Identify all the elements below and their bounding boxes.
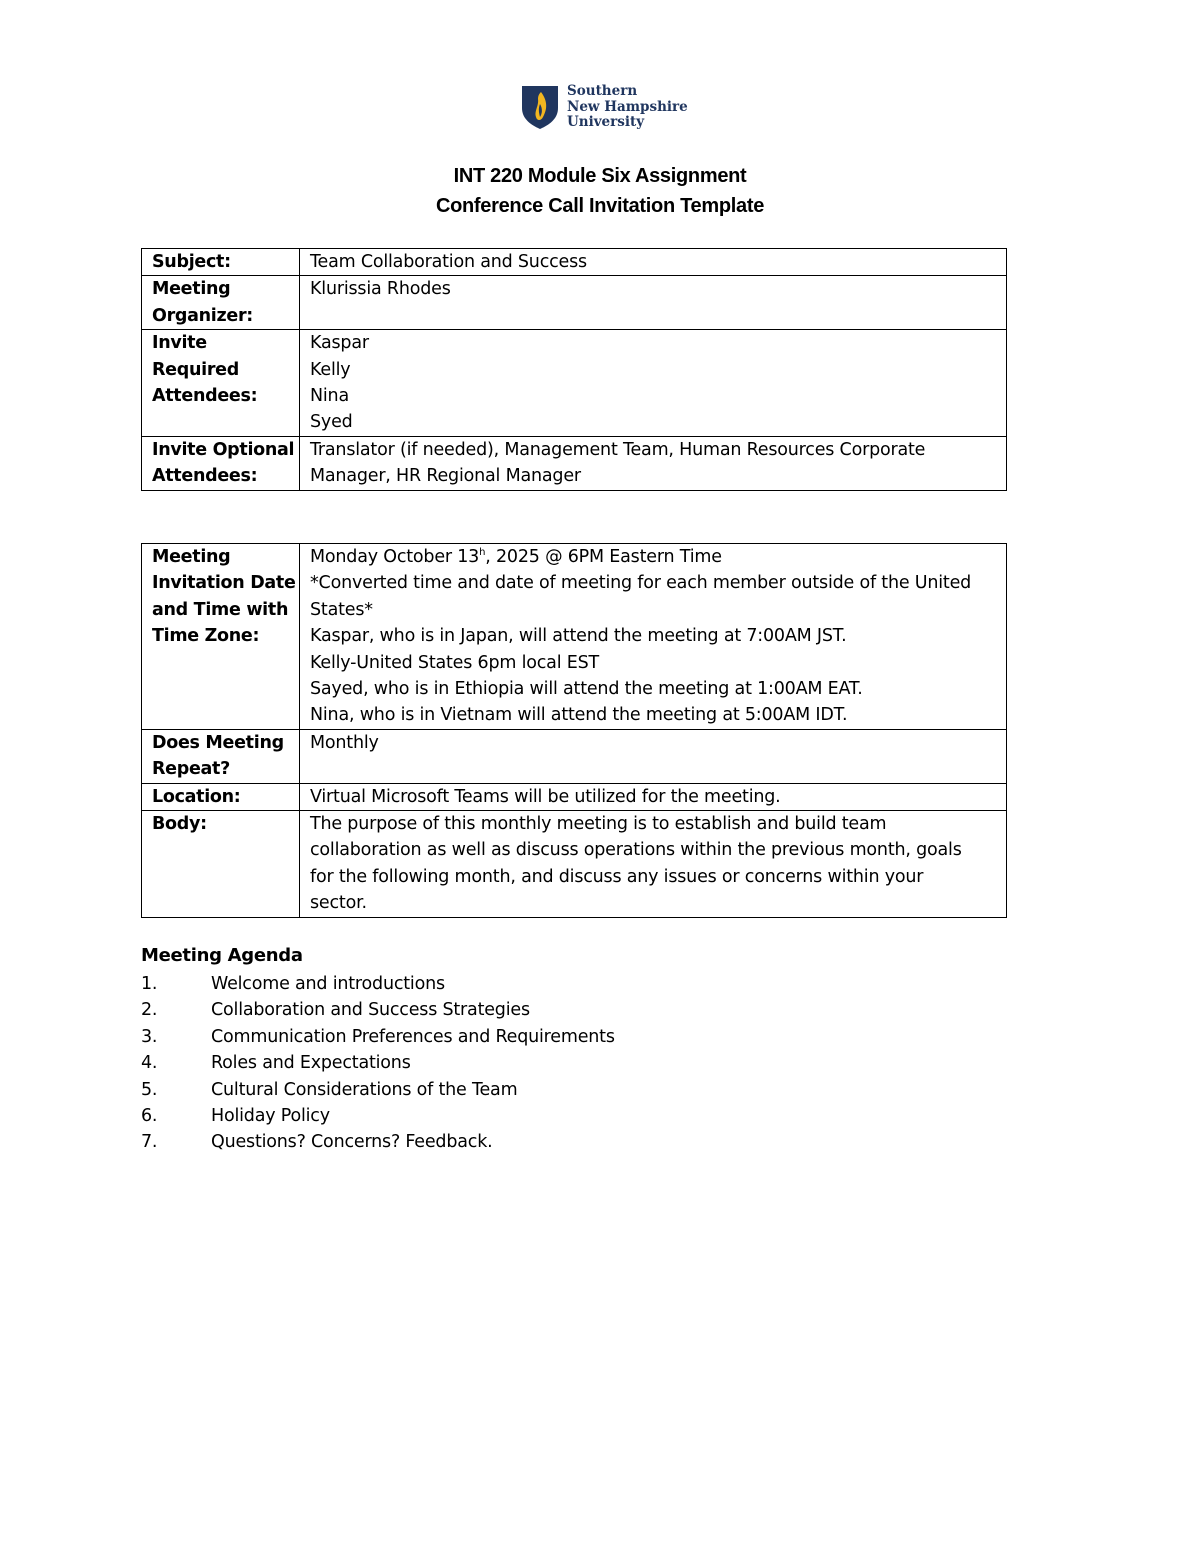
meeting-details-table bbox=[141, 543, 1007, 918]
list-item bbox=[141, 1050, 615, 1076]
repeat-label-line: Does Meeting bbox=[152, 732, 284, 753]
page-subtitle: Conference Call Invitation Template bbox=[435, 195, 765, 217]
datetime-label-line: and Time with bbox=[152, 599, 289, 620]
organizer-value: Klurissia Rhodes bbox=[300, 276, 1007, 330]
required-attendees-label bbox=[142, 330, 300, 437]
list-item-text: Cultural Considerations of the Team bbox=[211, 1079, 518, 1100]
table-row-organizer bbox=[142, 276, 1007, 330]
list-item-number: 1. bbox=[141, 974, 158, 994]
list-item-number: 5. bbox=[141, 1079, 158, 1100]
attendee-name: Kaspar bbox=[310, 333, 369, 354]
list-item bbox=[141, 1077, 615, 1103]
datetime-value bbox=[300, 544, 1007, 730]
optional-label-line: Attendees: bbox=[152, 466, 258, 487]
datetime-label bbox=[142, 544, 300, 730]
optional-value-line: Manager, HR Regional Manager bbox=[310, 466, 581, 487]
datetime-main-sup: h bbox=[479, 547, 486, 559]
datetime-line: Kelly-United States 6pm local EST bbox=[310, 652, 599, 673]
body-line: for the following month, and discuss any issues or concerns within your bbox=[310, 866, 924, 887]
datetime-line: Sayed, who is in Ethiopia will attend the meeting at 1:00AM EAT. bbox=[310, 679, 863, 700]
table-row-body bbox=[142, 811, 1007, 918]
table-row-subject bbox=[142, 249, 1007, 276]
location-value: Virtual Microsoft Teams will be utilized for the meeting. bbox=[300, 783, 1007, 810]
required-label-line: Required bbox=[152, 359, 239, 380]
table-row-optional-attendees bbox=[142, 436, 1007, 490]
page-title: INT 220 Module Six Assignment bbox=[453, 165, 747, 187]
list-item-number: 6. bbox=[141, 1106, 158, 1127]
location-label: Location: bbox=[142, 783, 300, 810]
datetime-line: *Converted time and date of meeting for each member outside of the United bbox=[310, 573, 972, 594]
body-line: The purpose of this monthly meeting is to establish and build team bbox=[310, 814, 887, 835]
list-item bbox=[141, 971, 615, 997]
logo-line-2: New Hampshire bbox=[567, 98, 688, 115]
subject-value: Team Collaboration and Success bbox=[300, 249, 1007, 276]
list-item-number: 4. bbox=[141, 1053, 158, 1074]
datetime-label-line: Time Zone: bbox=[152, 626, 260, 647]
attendee-name: Kelly bbox=[310, 359, 351, 380]
attendee-name: Syed bbox=[310, 412, 353, 433]
list-item-number: 3. bbox=[141, 1026, 158, 1047]
body-line: collaboration as well as discuss operations within the previous month, goals bbox=[310, 840, 962, 861]
repeat-value: Monthly bbox=[300, 729, 1007, 783]
body-value bbox=[300, 811, 1007, 918]
list-item bbox=[141, 1103, 615, 1129]
list-item-text: Collaboration and Success Strategies bbox=[211, 1000, 530, 1021]
snhu-logo bbox=[521, 84, 688, 131]
body-line: sector. bbox=[310, 893, 367, 914]
required-label-line: Attendees: bbox=[152, 386, 258, 407]
optional-value-line: Translator (if needed), Management Team, Human Resources Corporate bbox=[310, 439, 926, 460]
datetime-label-line: Invitation Date bbox=[152, 573, 296, 594]
table-row-location bbox=[142, 783, 1007, 810]
invitation-table bbox=[141, 248, 1007, 491]
attendee-name: Nina bbox=[310, 386, 349, 407]
table-row-datetime bbox=[142, 544, 1007, 730]
list-item-text: Communication Preferences and Requirements bbox=[211, 1026, 615, 1047]
required-attendees-value bbox=[300, 330, 1007, 437]
organizer-label bbox=[142, 276, 300, 330]
datetime-label-line: Meeting bbox=[152, 547, 231, 567]
repeat-label bbox=[142, 729, 300, 783]
list-item-text: Holiday Policy bbox=[211, 1106, 330, 1127]
body-label: Body: bbox=[142, 811, 300, 918]
list-item-text: Roles and Expectations bbox=[211, 1053, 411, 1074]
agenda-list bbox=[141, 971, 615, 1156]
datetime-main-pre: Monday October 13 bbox=[310, 547, 480, 567]
list-item bbox=[141, 1129, 615, 1155]
optional-label-line: Invite Optional bbox=[152, 439, 295, 460]
datetime-line: Nina, who is in Vietnam will attend the meeting at 5:00AM IDT. bbox=[310, 705, 848, 726]
required-label-line: Invite bbox=[152, 333, 207, 354]
list-item-text: Questions? Concerns? Feedback. bbox=[211, 1132, 493, 1153]
datetime-line: States* bbox=[310, 599, 373, 620]
subject-label: Subject: bbox=[142, 249, 300, 276]
organizer-label-line: Meeting bbox=[152, 279, 231, 300]
datetime-line: Kaspar, who is in Japan, will attend the meeting at 7:00AM JST. bbox=[310, 626, 847, 647]
optional-attendees-label bbox=[142, 436, 300, 490]
list-item-number: 2. bbox=[141, 1000, 158, 1021]
shield-flame-icon bbox=[521, 84, 559, 130]
list-item bbox=[141, 1024, 615, 1050]
table-row-required-attendees bbox=[142, 330, 1007, 437]
table-row-repeat bbox=[142, 729, 1007, 783]
datetime-main bbox=[310, 544, 996, 570]
organizer-label-line: Organizer: bbox=[152, 305, 253, 326]
list-item-number: 7. bbox=[141, 1132, 158, 1153]
repeat-label-line: Repeat? bbox=[152, 759, 230, 780]
logo-line-1: Southern bbox=[567, 83, 638, 99]
list-item bbox=[141, 997, 615, 1023]
list-item-text: Welcome and introductions bbox=[211, 974, 445, 994]
agenda-title: Meeting Agenda bbox=[141, 945, 303, 966]
optional-attendees-value bbox=[300, 436, 1007, 490]
datetime-main-post: , 2025 @ 6PM Eastern Time bbox=[485, 547, 722, 567]
logo-wordmark bbox=[567, 84, 688, 131]
logo-line-3: University bbox=[567, 114, 645, 130]
